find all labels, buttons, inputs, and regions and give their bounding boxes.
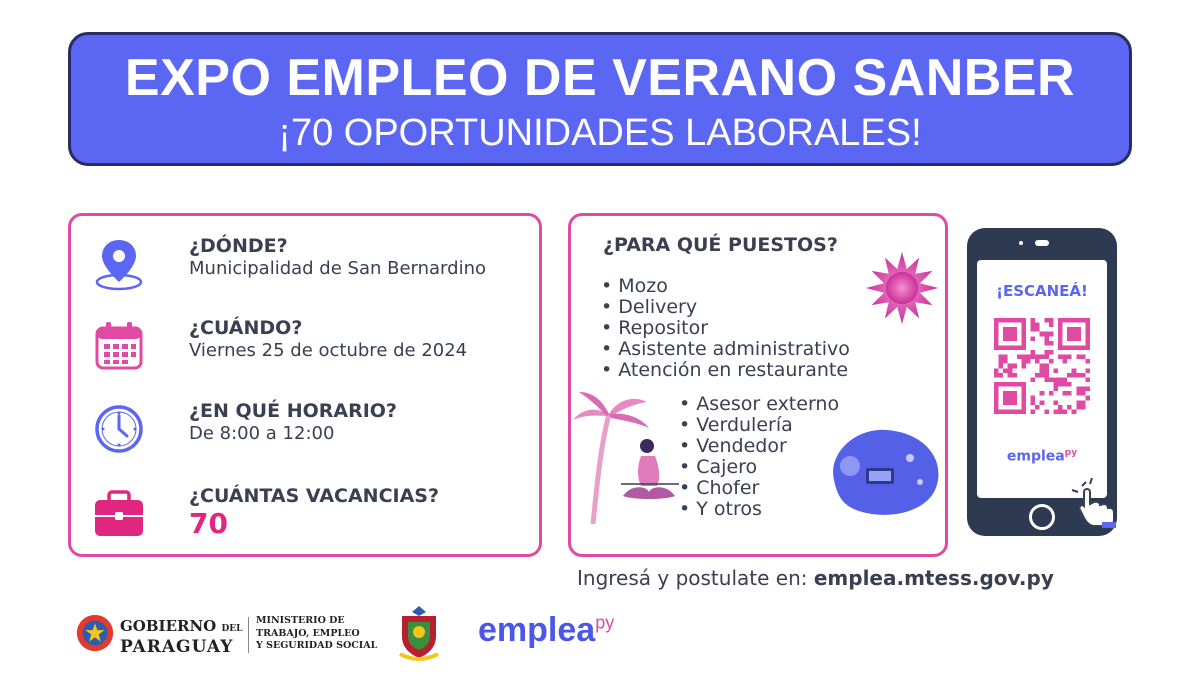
qr-module [1067,373,1072,378]
qr-module [1017,355,1022,360]
qr-module [1003,345,1008,350]
qr-module [994,400,999,405]
qr-module [1076,318,1081,323]
qr-module [1003,332,1008,337]
qr-module [1063,318,1068,323]
qr-module [1049,341,1054,346]
qr-module [1053,377,1058,382]
qr-module [1008,396,1013,401]
qr-module [1067,405,1072,410]
qr-module [1058,377,1063,382]
qr-module [1044,373,1049,378]
qr-module [1058,332,1063,337]
positions-title: ¿PARA QUÉ PUESTOS? [603,234,838,256]
qr-module [1044,368,1049,373]
qr-module [994,368,999,373]
qr-module [1085,341,1090,346]
qr-module [1008,391,1013,396]
qr-module [1067,345,1072,350]
qr-module [1044,336,1049,341]
qr-module [1072,345,1077,350]
qr-module [1049,359,1054,364]
qr-module [1012,409,1017,414]
qr-module [999,318,1004,323]
qr-module [1076,355,1081,360]
qr-module [1021,327,1026,332]
qr-module [1003,318,1008,323]
qr-module [994,323,999,328]
qr-module [1072,373,1077,378]
phone-screen [977,260,1107,498]
qr-module [994,373,999,378]
qr-module [994,341,999,346]
qr-module [1058,336,1063,341]
phone-camera [1019,241,1023,245]
qr-module [1044,355,1049,360]
qr-module [1049,318,1054,323]
qr-module [1040,355,1045,360]
qr-module [1012,364,1017,369]
vacancies-value: 70 [189,507,228,540]
qr-module [1021,391,1026,396]
qr-module [999,382,1004,387]
positions-list-2 [679,394,839,520]
qr-module [1081,387,1086,392]
qr-module [1049,350,1054,355]
qr-module [999,345,1004,350]
qr-module [1085,332,1090,337]
list-item: • Asesor externo [679,394,839,415]
qr-module [1003,336,1008,341]
qr-module [1021,336,1026,341]
qr-module [1035,355,1040,360]
qr-module [1049,323,1054,328]
qr-module [1035,405,1040,410]
qr-module [1053,368,1058,373]
qr-module [1003,400,1008,405]
qr-module [1012,318,1017,323]
pointing-hand-icon [1068,478,1118,528]
qr-module [1008,368,1013,373]
qr-module [1081,405,1086,410]
qr-module [1008,345,1013,350]
event-info-card [68,213,542,557]
qr-module [1076,405,1081,410]
apply-cta-text: Ingresá y postulate en: [577,566,814,590]
qr-module [1085,368,1090,373]
clock-icon [91,401,147,457]
qr-module [1026,359,1031,364]
list-item: • Verdulería [679,415,839,436]
qr-module [1008,409,1013,414]
qr-module [1021,323,1026,328]
qr-module [999,373,1004,378]
qr-module [1021,364,1026,369]
qr-module [1063,345,1068,350]
list-item: • Asistente administrativo [601,339,850,360]
qr-module [1012,373,1017,378]
qr-module [1021,400,1026,405]
qr-module [1058,405,1063,410]
qr-module [1076,336,1081,341]
schedule-value: De 8:00 a 12:00 [189,423,335,444]
municipality-crest-icon [394,602,444,662]
qr-module [1040,332,1045,337]
qr-module [1035,323,1040,328]
qr-module [1085,345,1090,350]
qr-module [1058,323,1063,328]
qr-module [1058,355,1063,360]
qr-module [1076,345,1081,350]
qr-module [1031,377,1036,382]
qr-module [1058,345,1063,350]
qr-module [1063,391,1068,396]
qr-module [1021,359,1026,364]
qr-module [1017,409,1022,414]
gobierno-paraguay-logo [120,617,242,656]
qr-module [1012,400,1017,405]
qr-module [1040,400,1045,405]
qr-module [1044,341,1049,346]
vacancies-row [91,484,531,550]
where-row [91,234,531,294]
qr-module [1040,391,1045,396]
schedule-row [91,399,531,459]
qr-module [1085,336,1090,341]
qr-module [1085,359,1090,364]
qr-module [1063,377,1068,382]
qr-module [1021,382,1026,387]
qr-module [1012,391,1017,396]
qr-module [1044,318,1049,323]
qr-module [1044,409,1049,414]
list-item: • Cajero [679,457,839,478]
qr-module [994,382,999,387]
qr-module [1031,323,1036,328]
positions-list-1 [601,276,850,381]
qr-module [994,409,999,414]
qr-module [994,336,999,341]
gov-line-1: GOBIERNO [120,617,217,635]
phone-brand-suffix: py [1064,448,1078,458]
qr-module [1076,373,1081,378]
gov-del: DEL [221,624,243,634]
qr-module [1044,364,1049,369]
qr-module [1003,391,1008,396]
qr-module [994,405,999,410]
qr-module [1058,341,1063,346]
gov-line-2: PARAGUAY [120,637,234,657]
qr-module [1076,327,1081,332]
scan-label: ¡ESCANEÁ! [996,282,1088,300]
qr-module [1021,409,1026,414]
list-item: • Y otros [679,499,839,520]
footer-brand-suffix: py [595,612,615,633]
qr-module [1026,355,1031,360]
phone-speaker [1035,240,1049,246]
qr-module [1067,327,1072,332]
qr-module [1085,323,1090,328]
qr-module [1063,382,1068,387]
ministry-line-1: MINISTERIO DE [256,615,345,626]
qr-module [1072,327,1077,332]
qr-module [1081,345,1086,350]
qr-module [994,318,999,323]
list-item: • Atención en restaurante [601,360,850,381]
qr-module [1031,396,1036,401]
qr-module [1031,336,1036,341]
qr-module [1063,355,1068,360]
qr-module [1085,318,1090,323]
qr-module [1008,318,1013,323]
footer-divider [248,617,249,653]
qr-module [1008,400,1013,405]
qr-module [999,409,1004,414]
qr-module [1081,400,1086,405]
page-subtitle: ¡70 OPORTUNIDADES LABORALES! [278,112,922,154]
ministry-line-3: Y SEGURIDAD SOCIAL [256,640,378,651]
qr-module [1017,382,1022,387]
qr-module [1081,318,1086,323]
vacancies-label: ¿CUÁNTAS VACANCIAS? [189,485,439,507]
qr-module [1040,373,1045,378]
qr-module [1049,391,1054,396]
qr-module [1031,355,1036,360]
qr-module [1067,391,1072,396]
footer-brand-text: emplea [478,611,596,649]
qr-module [1008,336,1013,341]
qr-module [1003,396,1008,401]
phone-home-button [1029,504,1055,530]
palm-tree-person-illustration [571,384,681,524]
emplea-py-logo [478,611,614,650]
positions-card [568,213,948,557]
qr-module [1012,332,1017,337]
qr-module [1012,382,1017,387]
list-item: • Vendedor [679,436,839,457]
ministry-line-2: TRABAJO, EMPLEO [256,627,360,639]
schedule-label: ¿EN QUÉ HORARIO? [189,400,397,422]
qr-module [1053,382,1058,387]
qr-module [1003,355,1008,360]
qr-module [999,364,1004,369]
qr-module [1085,396,1090,401]
qr-module [1008,327,1013,332]
qr-module [1067,382,1072,387]
qr-module [994,391,999,396]
where-label: ¿DÓNDE? [189,235,288,257]
qr-module [1044,350,1049,355]
qr-module [1053,400,1058,405]
when-label: ¿CUÁNDO? [189,317,303,339]
qr-module [1035,359,1040,364]
list-item: • Chofer [679,478,839,499]
page-title: EXPO EMPLEO DE VERANO SANBER [124,49,1076,107]
qr-module [1021,355,1026,360]
qr-module [994,396,999,401]
qr-module [1017,318,1022,323]
qr-module [1049,377,1054,382]
qr-module [1008,382,1013,387]
qr-module [1003,382,1008,387]
qr-module [994,387,999,392]
sun-illustration [864,250,940,326]
qr-module [1072,368,1077,373]
qr-module [1058,409,1063,414]
qr-module [1058,327,1063,332]
qr-module [1035,327,1040,332]
qr-module [1053,387,1058,392]
qr-module [1072,318,1077,323]
qr-module [1021,396,1026,401]
qr-module [1021,341,1026,346]
qr-module [1031,318,1036,323]
qr-module [1076,391,1081,396]
qr-module [1008,332,1013,337]
qr-module [1021,332,1026,337]
qr-module [1063,409,1068,414]
list-item: • Delivery [601,297,850,318]
qr-module [1081,373,1086,378]
qr-module [1076,332,1081,337]
qr-module [1021,318,1026,323]
ministry-logo [256,615,377,653]
qr-module [1085,377,1090,382]
qr-module [1044,377,1049,382]
qr-module [1076,400,1081,405]
qr-module [994,327,999,332]
when-value: Viernes 25 de octubre de 2024 [189,340,468,361]
qr-module [1031,350,1036,355]
qr-module [1072,336,1077,341]
where-value: Municipalidad de San Bernardino [189,258,486,279]
qr-module [1021,345,1026,350]
qr-module [1012,336,1017,341]
qr-module [1072,409,1077,414]
location-pin-icon [91,236,147,292]
qr-module [1081,355,1086,360]
qr-module [1053,409,1058,414]
paraguay-coat-of-arms-icon [74,612,116,654]
qr-module [1003,409,1008,414]
beach-blob-illustration [823,420,945,520]
qr-module [1012,345,1017,350]
apply-url-link[interactable]: emplea.mtess.gov.py [813,566,1054,590]
qr-module [999,355,1004,360]
qr-code[interactable] [994,318,1090,414]
header-banner [68,32,1132,166]
qr-module [1040,368,1045,373]
qr-module [1021,405,1026,410]
qr-module [999,359,1004,364]
qr-module [1008,373,1013,378]
qr-module [994,332,999,337]
phone-brand-logo [977,448,1107,465]
qr-module [994,345,999,350]
qr-module [1017,345,1022,350]
qr-module [1049,332,1054,337]
qr-module [1067,318,1072,323]
qr-module [1012,327,1017,332]
qr-module [1067,332,1072,337]
qr-module [1012,396,1017,401]
qr-module [1031,400,1036,405]
briefcase-icon [91,486,147,542]
qr-module [1003,368,1008,373]
calendar-icon [91,318,147,374]
qr-module [1085,327,1090,332]
qr-module [1058,382,1063,387]
qr-module [1067,355,1072,360]
qr-module [1031,327,1036,332]
list-item: • Mozo [601,276,850,297]
qr-module [1058,318,1063,323]
qr-module [1067,336,1072,341]
qr-module [1076,387,1081,392]
qr-module [1040,364,1045,369]
list-item: • Repositor [601,318,850,339]
qr-module [1008,364,1013,369]
qr-module [1035,373,1040,378]
qr-module [1044,332,1049,337]
apply-cta [577,566,1054,590]
qr-module [1031,409,1036,414]
phone-brand-text: emplea [1006,448,1065,465]
qr-module [1003,327,1008,332]
qr-module [1003,359,1008,364]
qr-module [1081,391,1086,396]
qr-module [1085,387,1090,392]
qr-module [1021,387,1026,392]
qr-module [1072,332,1077,337]
when-row [91,316,531,376]
qr-module [1063,359,1068,364]
